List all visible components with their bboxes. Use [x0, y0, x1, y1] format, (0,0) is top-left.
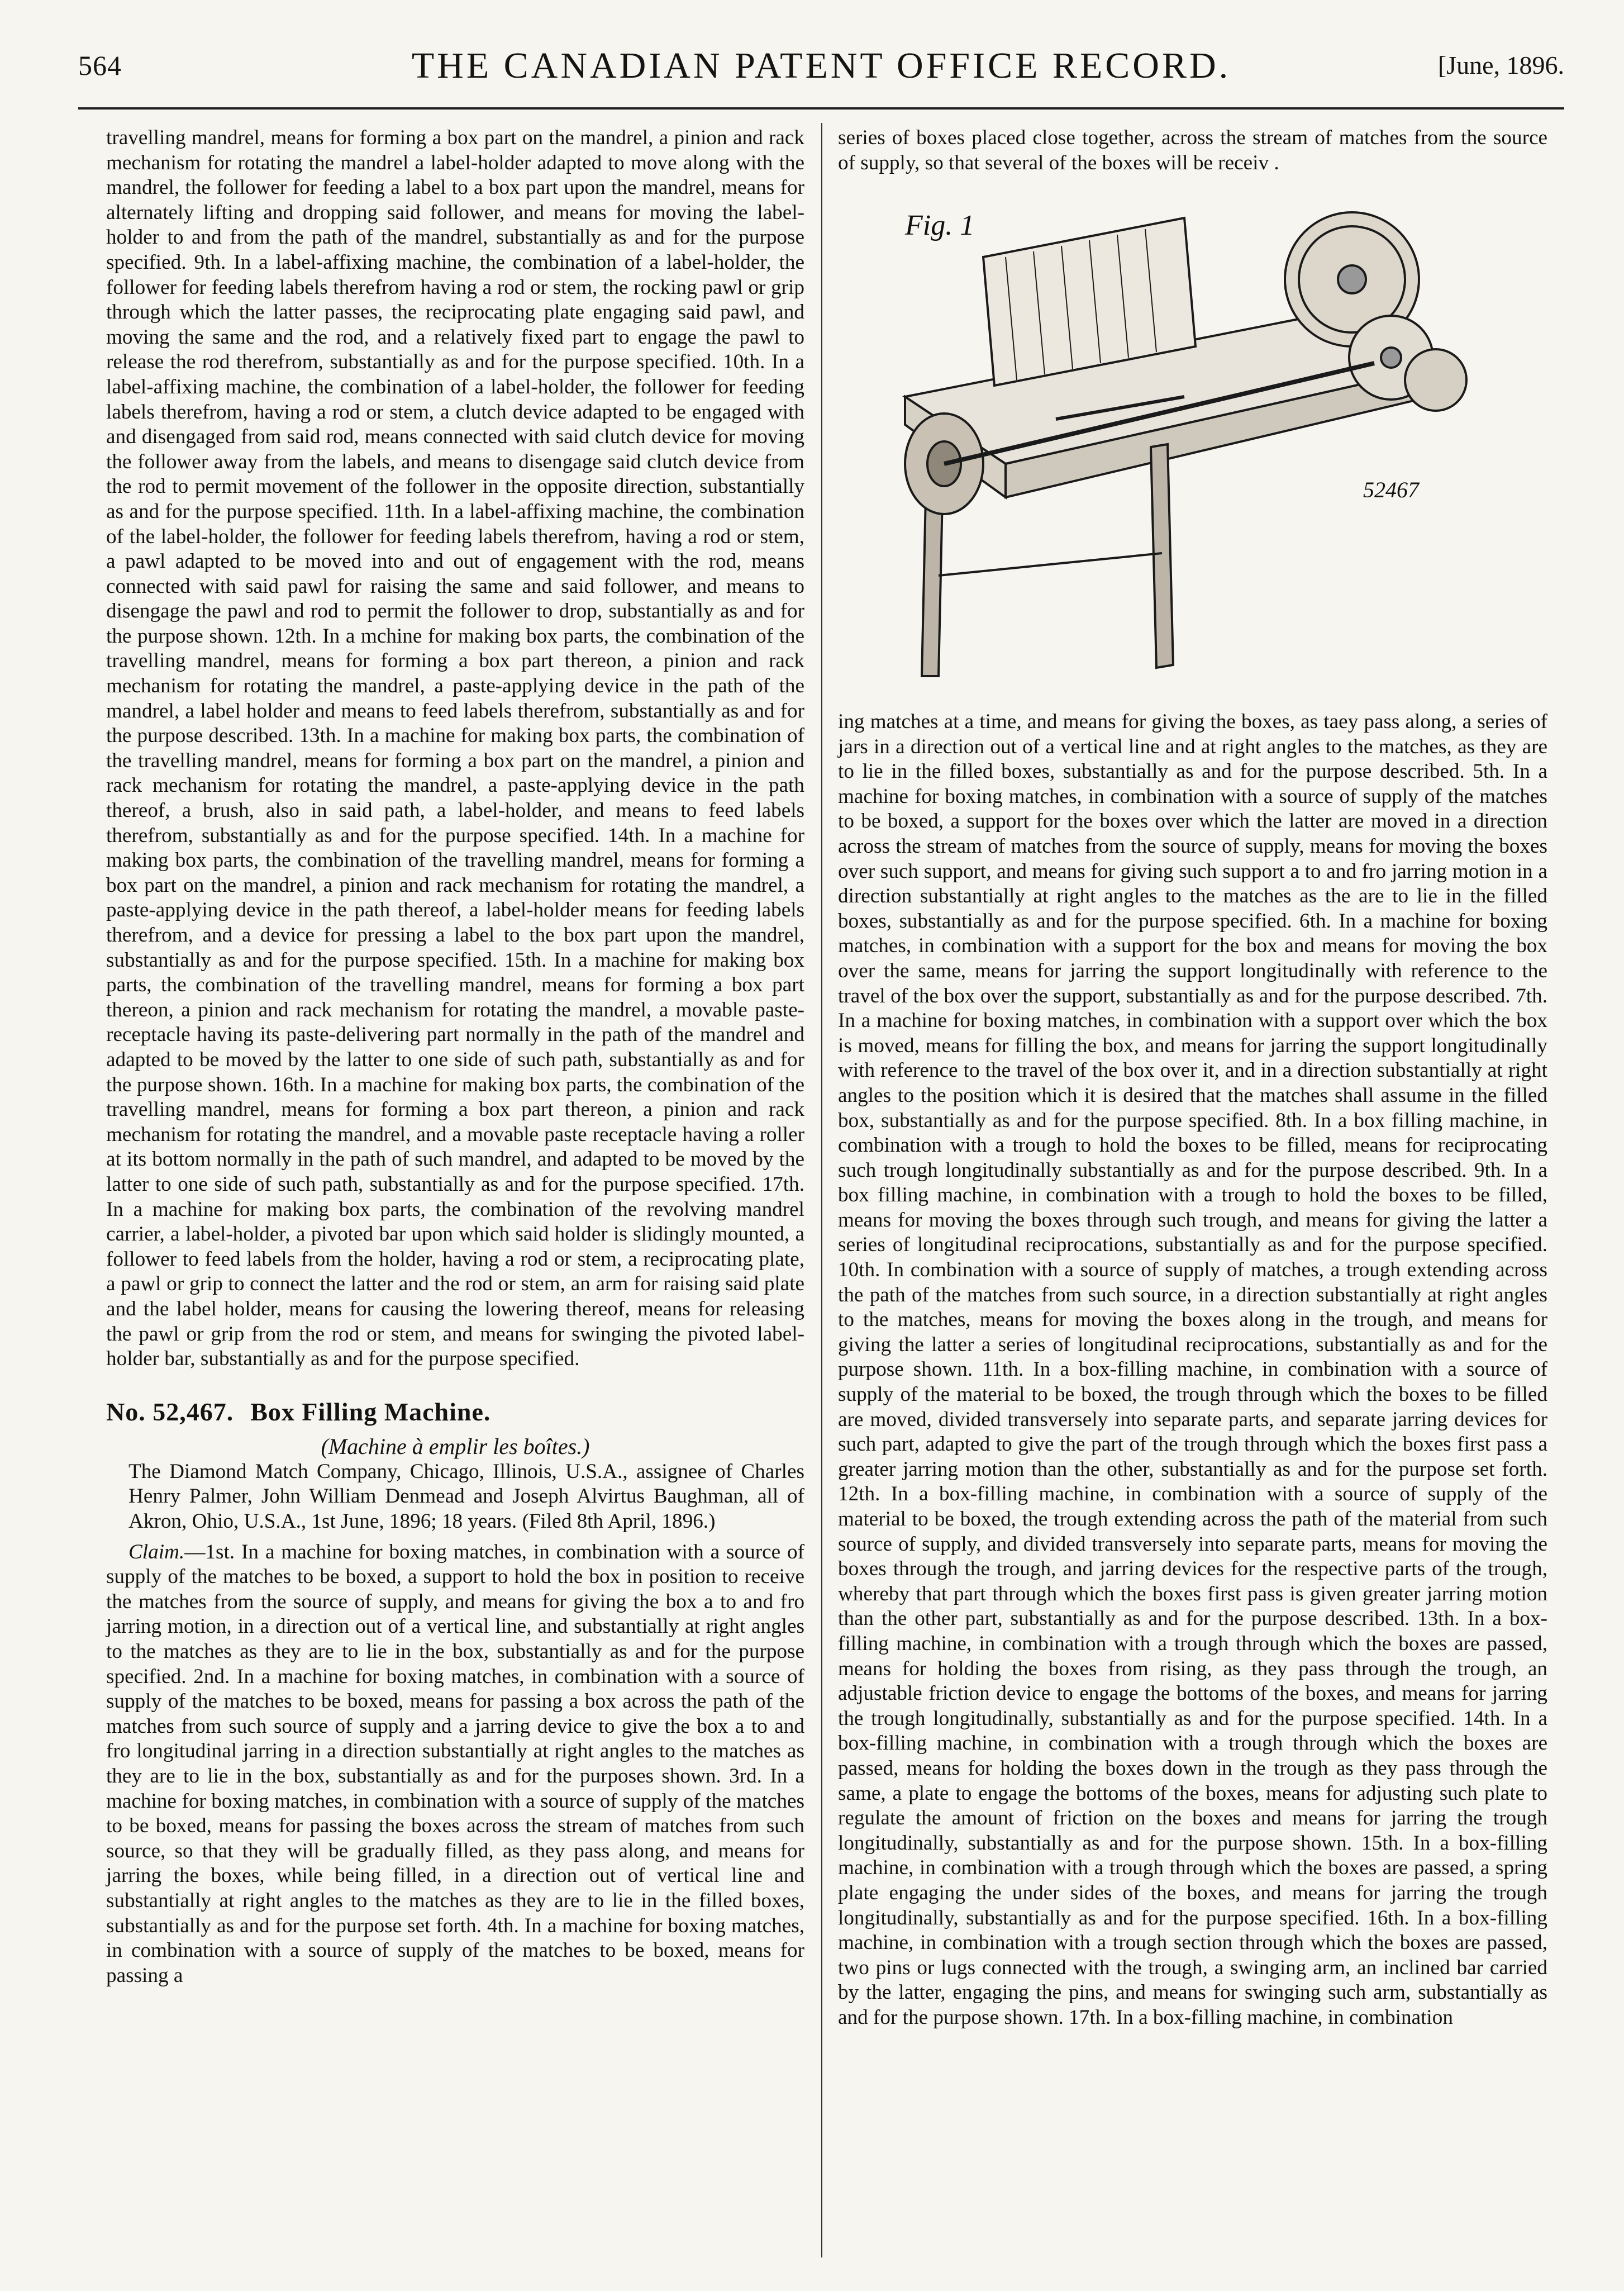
patent-heading [106, 1397, 804, 1426]
claims-paragraph [106, 1540, 804, 1989]
journal-title: THE CANADIAN PATENT OFFICE RECORD. [411, 45, 1231, 86]
right-main-text: ing matches at a time, and means for giving the boxes, as taey pass along, a series of jars in a direction out of a vertical line and at right angles to the matches, as they are to lie in the filled boxes, substantially as and for the purpose described. 5th. In a machine for boxing matches, in combination with a source of supply of the matches to be boxed, a support for the boxes over which the latter are moved in a direction across the stream of matches from the source of supply, means for moving the boxes over such support, and means for giving such support a to and fro jarring motion in a direction substantially at right angles to the matches as the are to lie in the filled boxes, substantially as and for the purpose specified. 6th. In a machine for boxing matches, in combination with a support for the box and means for moving the box over the same, means for jarring the support longitudinally with reference to the travel of the box over the support, substantially as and for the purpose described. 7th. In a machine for boxing matches, in combination with a support over which the box is moved, means for filling the box, and means for jarring the support longitudinally with reference to the travel of the box over it, and in a direction substantially at right angles to the position which it is desired that the matches shall assume in the filled box, substantially as and for the purpose specified. 8th. In a box filling machine, in combination with a trough to hold the boxes to be filled, means for reciprocating such trough longitudinally substantially as and for the purpose described. 9th. In a box filling machine, in combination with a trough to hold the boxes to be filled, means for moving the boxes through such trough, and means for giving the latter a series of longitudinal reciprocations, substantially as and for the purpose specified. 10th. In combination with a source of supply of matches, a trough extending across the path of the matches from such source, in a direction substantially at right angles to the matches, means for moving the boxes along in the trough, and means for giving the latter a series of longitudinal reciprocations, substantially as and for the purpose shown. 11th. In a box-filling machine, in combination with a source of supply of the material to be boxed, the trough through which the boxes to be filled are moved, divided transversely into separate parts, and separate jarring devices for such part, adapted to give the part of the trough through which the boxes first pass a greater jarring motion than the other, substantially as and for the purpose set forth. 12th. In a box-filling machine, in combination with a source of supply of the material to be boxed, the trough extending across the path of the material from such source of supply, and divided transversely into separate parts, means for moving the boxes through the trough, and jarring devices for the respective parts of the trough, whereby that part through which the boxes first pass is given greater jarring motion than the other part, substantially as and for the purpose described. 13th. In a box-filling machine, in combination with a trough through which the boxes are passed, means for holding the boxes from rising, as they pass through the trough, an adjustable friction device to engage the bottoms of the boxes, and means for jarring the trough longitudinally, substantially as and for the purpose specified. 14th. In a box-filling machine, in combination with a trough through which the boxes are passed, means for holding the boxes down in the trough as they pass through the same, a plate to engage the bottoms of the boxes, means for adjusting such plate to regulate the amount of friction on the boxes and means for jarring the trough longitudinally, substantially as and for the purpose shown. 15th. In a box-filling machine, in combination with a trough through which the boxes are passed, a spring plate engaging the under sides of the boxes, and means for jarring the trough longitudinally, substantially as and for the purpose specified. 16th. In a box-filling machine, in combination with a trough section through which the boxes are passed, two pins or lugs connected with the trough, a swinging arm, an inclined bar carried by the latter, engaging the pins, and means for swinging such arm, substantially as and for the purpose shown. 17th. In a box-filling machine, in combination [838, 710, 1547, 2029]
claim-text: —1st. In a machine for boxing matches, in combination with a source of supply of the matches to be boxed, a support to hold the box in position to receive the matches from the source of supply, and means for giving the box a to and fro jarring motion, in a direction out of a vertical line, and substantially at right angles to the matches as they are to lie in the box, substantially as and for the purpose specified. 2nd. In a machine for boxing matches, in combination with a source of supply of the matches to be boxed, means for passing a box across the path of the matches from such source of supply and a jarring device to give the box a to and fro longitudinal jarring in a direction substantially at right angles to the matches as they are to lie in the box, substantially as and for the purposes shown. 3rd. In a machine for boxing matches, in combination with a source of supply of the matches to be boxed, means for passing the boxes across the stream of matches from such source, so that they will be gradually filled, as they pass along, and means for jarring the boxes, while being filled, in a direction out of vertical line and substantially at right angles to the matches as they are to lie in the filled boxes, substantially as and for the purpose set forth. 4th. In a machine for boxing matches, in combination with a source of supply of the matches to be boxed, means for passing a [106, 1540, 804, 1987]
machine-figure [871, 184, 1486, 698]
patent-french-title: (Machine à emplir les boîtes.) [321, 1434, 590, 1460]
continued-claims-text: travelling mandrel, means for forming a box part on the mandrel, a pinion and rack mechanism for rotating the mandrel a label-holder adapted to move along with the mandrel, the follower for feeding a label to a box part upon the mandrel, means for alternately lifting and dropping said follower, and means for moving the label-holder to and from the path of the mandrel, substantially as and for the purpose specified. 9th. In a label-affixing machine, the combination of a label-holder, the follower for feeding labels therefrom having a rod or stem, the rocking pawl or grip through which the latter passes, the reciprocating plate engaging said pawl, and moving the same and the rod, and a relatively fixed part to engage the pawl to release the rod therefrom, substantially as and for the purpose specified. 10th. In a label-affixing machine, the combination of a label-holder, the follower for feeding labels therefrom, having a rod or stem, a clutch device adapted to be engaged with and disengaged from said rod, means connected with said clutch device for moving the follower away from the labels, and means to disengage said clutch device from the rod to permit movement of the follower in the opposite direction, substantially as and for the purpose specified. 11th. In a label-affixing machine, the combination of the label-holder, the follower for feeding labels therefrom, having a rod or stem, a pawl adapted to be moved into and out of engagement with the rod, means connected with said pawl for raising the same and said follower, and means to disengage the pawl and rod to permit the follower to drop, substantially as and for the purpose shown. 12th. In a mchine for making box parts, the combination of the travelling mandrel, means for forming a box part thereon, a pinion and rack mechanism for rotating the mandrel, a paste-applying device in the path of the mandrel, a label holder and means to feed labels therefrom, substantially as and for the purpose described. 13th. In a machine for making box parts, the combination of the travelling mandrel, means for forming a box part on the mandrel, a pinion and rack mechanism for rotating the mandrel, a paste-applying device in the path thereof, a brush, also in said path, a label-holder, and means to feed labels therefrom, substantially as and for the purpose specified. 14th. In a machine for making box parts, the combination of the travelling mandrel, means for forming a box part on the mandrel, a pinion and rack mechanism for rotating the mandrel, a paste-applying device in the path thereof, a label-holder means for feeding labels therefrom, and a device for pressing a label to the box part upon the mandrel, substantially as and for the purpose specified. 15th. In a machine for making box parts, the combination of the travelling mandrel, means for forming a box part thereon, a pinion and rack mechanism for rotating the mandrel, a movable paste-receptacle having its paste-delivering part normally in the path of the mandrel and adapted to be moved by the latter to one side of such path, substantially as and for the purpose shown. 16th. In a machine for making box parts, the combination of the travelling mandrel, means for forming a box part thereon, a pinion and rack mechanism for rotating the mandrel, and a movable paste receptacle having a roller at its bottom normally in the path of such mandrel, and adapted to be moved by the latter to one side of such path, substantially as and for the purpose specified. 17th. In a machine for making box parts, the combination of the revolving mandrel carrier, a label-holder, a pivoted bar upon which said holder is slidingly mounted, a follower to feed labels from the holder, having a rod or stem, a reciprocating plate, a pawl or grip to connect the latter and the rod or stem, an arm for raising said plate and the label holder, means for causing the lowering thereof, means for releasing the pawl or grip from the rod or stem, and means for swinging the pivoted label-holder bar, substantially as and for the purpose specified. [106, 126, 804, 1371]
page-header [78, 45, 1564, 101]
claim-label: Claim. [128, 1540, 185, 1563]
patent-title: Box Filling Machine. [250, 1397, 491, 1426]
right-top-text: series of boxes placed close together, across the stream of matches from the source of supply, so that several of the boxes will be receiv . [838, 126, 1547, 174]
issue-date: [June, 1896. [1437, 51, 1564, 79]
patent-number: No. 52,467. [106, 1397, 234, 1426]
left-column [106, 126, 804, 1988]
right-column-top [838, 126, 1547, 175]
figure-number: 52467 [1363, 477, 1419, 502]
patent-assignee: The Diamond Match Company, Chicago, Illinois, U.S.A., assignee of Charles Henry Palmer, John William Denmead and Joseph Alvirtus Baughman, all of Akron, Ohio, U.S.A., 1st June, 1896; 18 years. (Filed 8th April, 1896.) [128, 1460, 804, 1533]
column-divider [821, 123, 822, 2257]
right-column-main [838, 710, 1547, 2030]
header-rule [78, 107, 1564, 110]
figure-label: Fig. 1 [905, 210, 975, 241]
page-number: 564 [78, 50, 122, 81]
